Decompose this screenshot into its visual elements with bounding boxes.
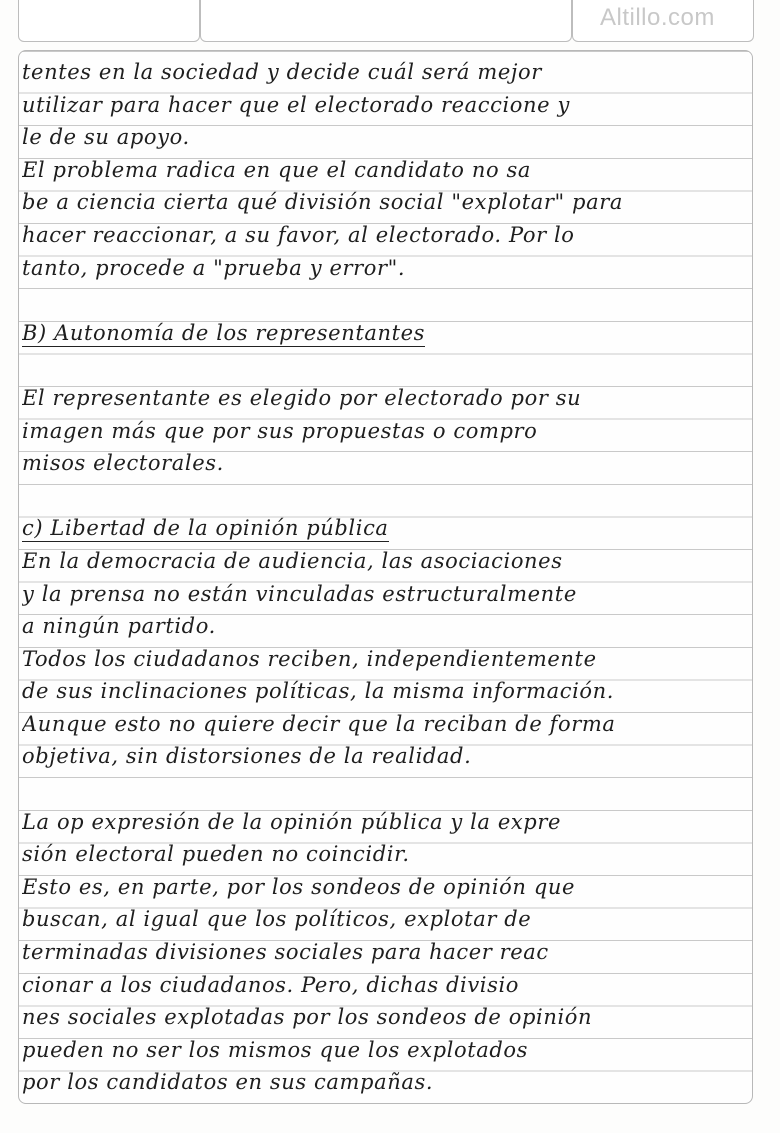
text-line: nes sociales explotadas por los sondeos de opinión: [22, 1005, 593, 1030]
text-line: Aunque esto no quiere decir que la reciban de forma: [22, 711, 616, 736]
section-heading-b-text: B) Autonomía de los representantes: [22, 320, 426, 345]
watermark: Altillo.com: [600, 4, 715, 31]
text-line: tentes en la sociedad y decide cuál será mejor: [22, 60, 542, 84]
handwritten-text: [22, 56, 767, 1099]
text-line: y la prensa no están vinculadas estructuralmente: [22, 581, 577, 606]
text-line: imagen más que por sus propuestas o compro: [22, 418, 538, 443]
text-line: por los candidatos en sus campañas.: [22, 1070, 434, 1095]
text-line: cionar a los ciudadanos. Pero, dichas divisio: [22, 972, 520, 997]
section-heading-c: [22, 512, 767, 545]
text-line: buscan, al igual que los políticos, explotar de: [22, 907, 532, 932]
text-line: El problema radica en que el candidato no sa: [22, 157, 531, 182]
text-line: objetiva, sin distorsiones de la realidad.: [22, 744, 472, 769]
blank-line: [22, 284, 767, 317]
blank-line: [22, 773, 767, 806]
text-line: hacer reaccionar, a su favor, al electorado. Por lo: [22, 222, 575, 247]
text-line: le de su apoyo.: [22, 125, 190, 150]
section-heading-c-text: c) Libertad de la opinión pública: [22, 516, 389, 541]
header-cell-middle: [200, 0, 572, 42]
text-line: terminadas divisiones sociales para hacer reac: [22, 940, 549, 965]
text-line: a ningún partido.: [22, 614, 216, 639]
blank-line: [22, 349, 767, 382]
text-line: Esto es, en parte, por los sondeos de opinión que: [22, 874, 576, 899]
text-line: de sus inclinaciones políticas, la misma información.: [22, 679, 615, 704]
text-line: utilizar para hacer que el electorado reaccione y: [22, 92, 570, 117]
text-line: be a ciencia cierta qué división social "explotar" para: [22, 190, 623, 215]
text-line: tanto, procede a "prueba y error".: [22, 255, 406, 280]
text-line: La op expresión de la opinión pública y la expre: [22, 809, 561, 834]
text-line: misos electorales.: [22, 451, 224, 476]
text-line: pueden no ser los mismos que los explotados: [22, 1037, 529, 1062]
header-cell-left: [18, 0, 200, 42]
text-line: En la democracia de audiencia, las asociaciones: [22, 548, 563, 573]
section-heading-b: [22, 317, 767, 350]
text-line: Todos los ciudadanos reciben, independientemente: [22, 646, 597, 671]
text-line: El representante es elegido por electorado por su: [22, 385, 582, 410]
text-line: sión electoral pueden no coincidir.: [22, 842, 410, 867]
blank-line: [22, 480, 767, 513]
